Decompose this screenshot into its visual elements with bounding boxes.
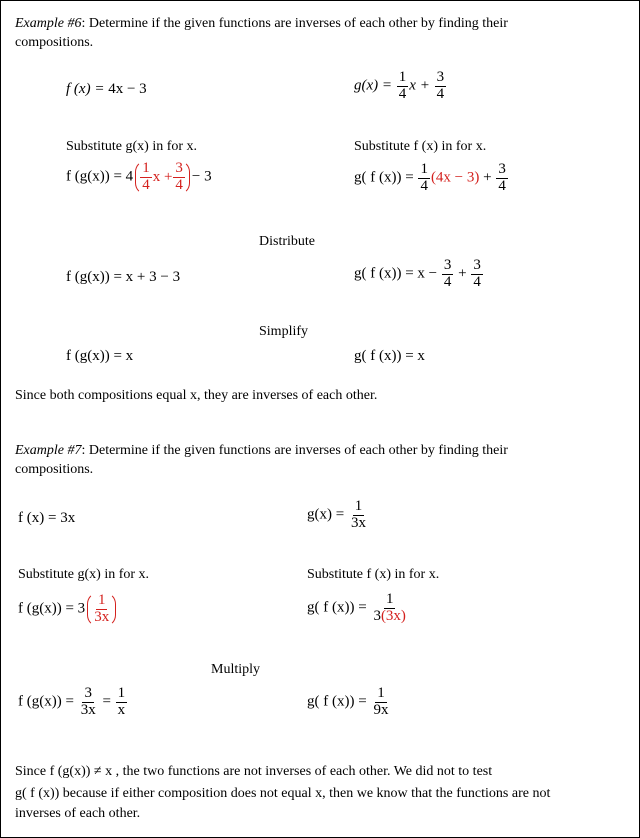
ex7-gf-step1: g( f (x)) = $\frac{1}{3(3x)}$ [307, 591, 406, 624]
ex6-red-paren: $\frac{1}{4}$ x + $\frac{3}{4}$ [135, 160, 190, 195]
ex7-g-def: g(x) = $\frac{1}{3x}$ [307, 498, 366, 531]
ex7-fg-step2: f (g(x)) = $\frac{3}{3x}$ = $\frac{1}{x}$ [18, 685, 126, 718]
ex6-gf-step1: g( f (x)) = $\frac{1}{4}$ (4x − 3) + $\frac{3}{4}$ [354, 161, 506, 194]
ex7-conclusion-line1: Since f (g(x)) ≠ x , the two functions are not inverses of each other. We did not to test [15, 764, 493, 779]
ex6-g-def: g(x) = $\frac{1}{4}$ x + $\frac{3}{4}$ [354, 69, 445, 102]
ex6-substitute-g: Substitute g(x) in for x. [66, 139, 198, 154]
ex6-conclusion: Since both compositions equal x, they are inverses of each other. [15, 388, 378, 403]
ex7-prompt-line1: Example #7: Determine if the given functions are inverses of each other by finding their [15, 443, 508, 458]
ex7-fg-step1: f (g(x)) = 3 $\frac{1}{3x}$ [18, 592, 118, 627]
ex6-prompt-line2: compositions. [15, 35, 94, 50]
ex6-substitute-f: Substitute f (x) in for x. [354, 139, 487, 154]
ex6-fg-step1: f (g(x)) = 4 $\frac{1}{4}$ x + $\frac{3}{4}$ − 3 [66, 160, 212, 193]
ex7-multiply-heading: Multiply [211, 662, 261, 677]
ex7-label: Example #7 [15, 443, 82, 458]
ex7-substitute-f: Substitute f (x) in for x. [307, 567, 440, 582]
ex6-distribute-heading: Distribute [259, 234, 315, 249]
ex6-f-def: f (x) = 4x − 3 [66, 81, 147, 97]
ex6-gf-result: g( f (x)) = x [354, 348, 425, 364]
ex6-fg-step2: f (g(x)) = x + 3 − 3 [66, 269, 181, 285]
ex7-prompt-line2: compositions. [15, 462, 94, 477]
ex6-prompt-line1: Example #6: Determine if the given functions are inverses of each other by finding their [15, 16, 508, 31]
ex6-label: Example #6 [15, 16, 82, 31]
ex7-red-paren: $\frac{1}{3x}$ [87, 592, 116, 627]
ex7-conclusion-line3: inverses of each other. [15, 806, 141, 821]
ex6-fg-result: f (g(x)) = x [66, 348, 134, 364]
ex7-conclusion-line2: g( f (x)) because if either composition does not equal x, then we know that the functions are not [15, 786, 551, 801]
ex6-simplify-heading: Simplify [259, 324, 309, 339]
ex7-substitute-g: Substitute g(x) in for x. [18, 567, 150, 582]
ex6-gf-step2: g( f (x)) = x − $\frac{3}{4}$ + $\frac{3}{4}$ [354, 257, 481, 290]
ex7-gf-step2: g( f (x)) = $\frac{1}{9x}$ [307, 685, 389, 718]
ex7-f-def: f (x) = 3x [18, 510, 76, 526]
